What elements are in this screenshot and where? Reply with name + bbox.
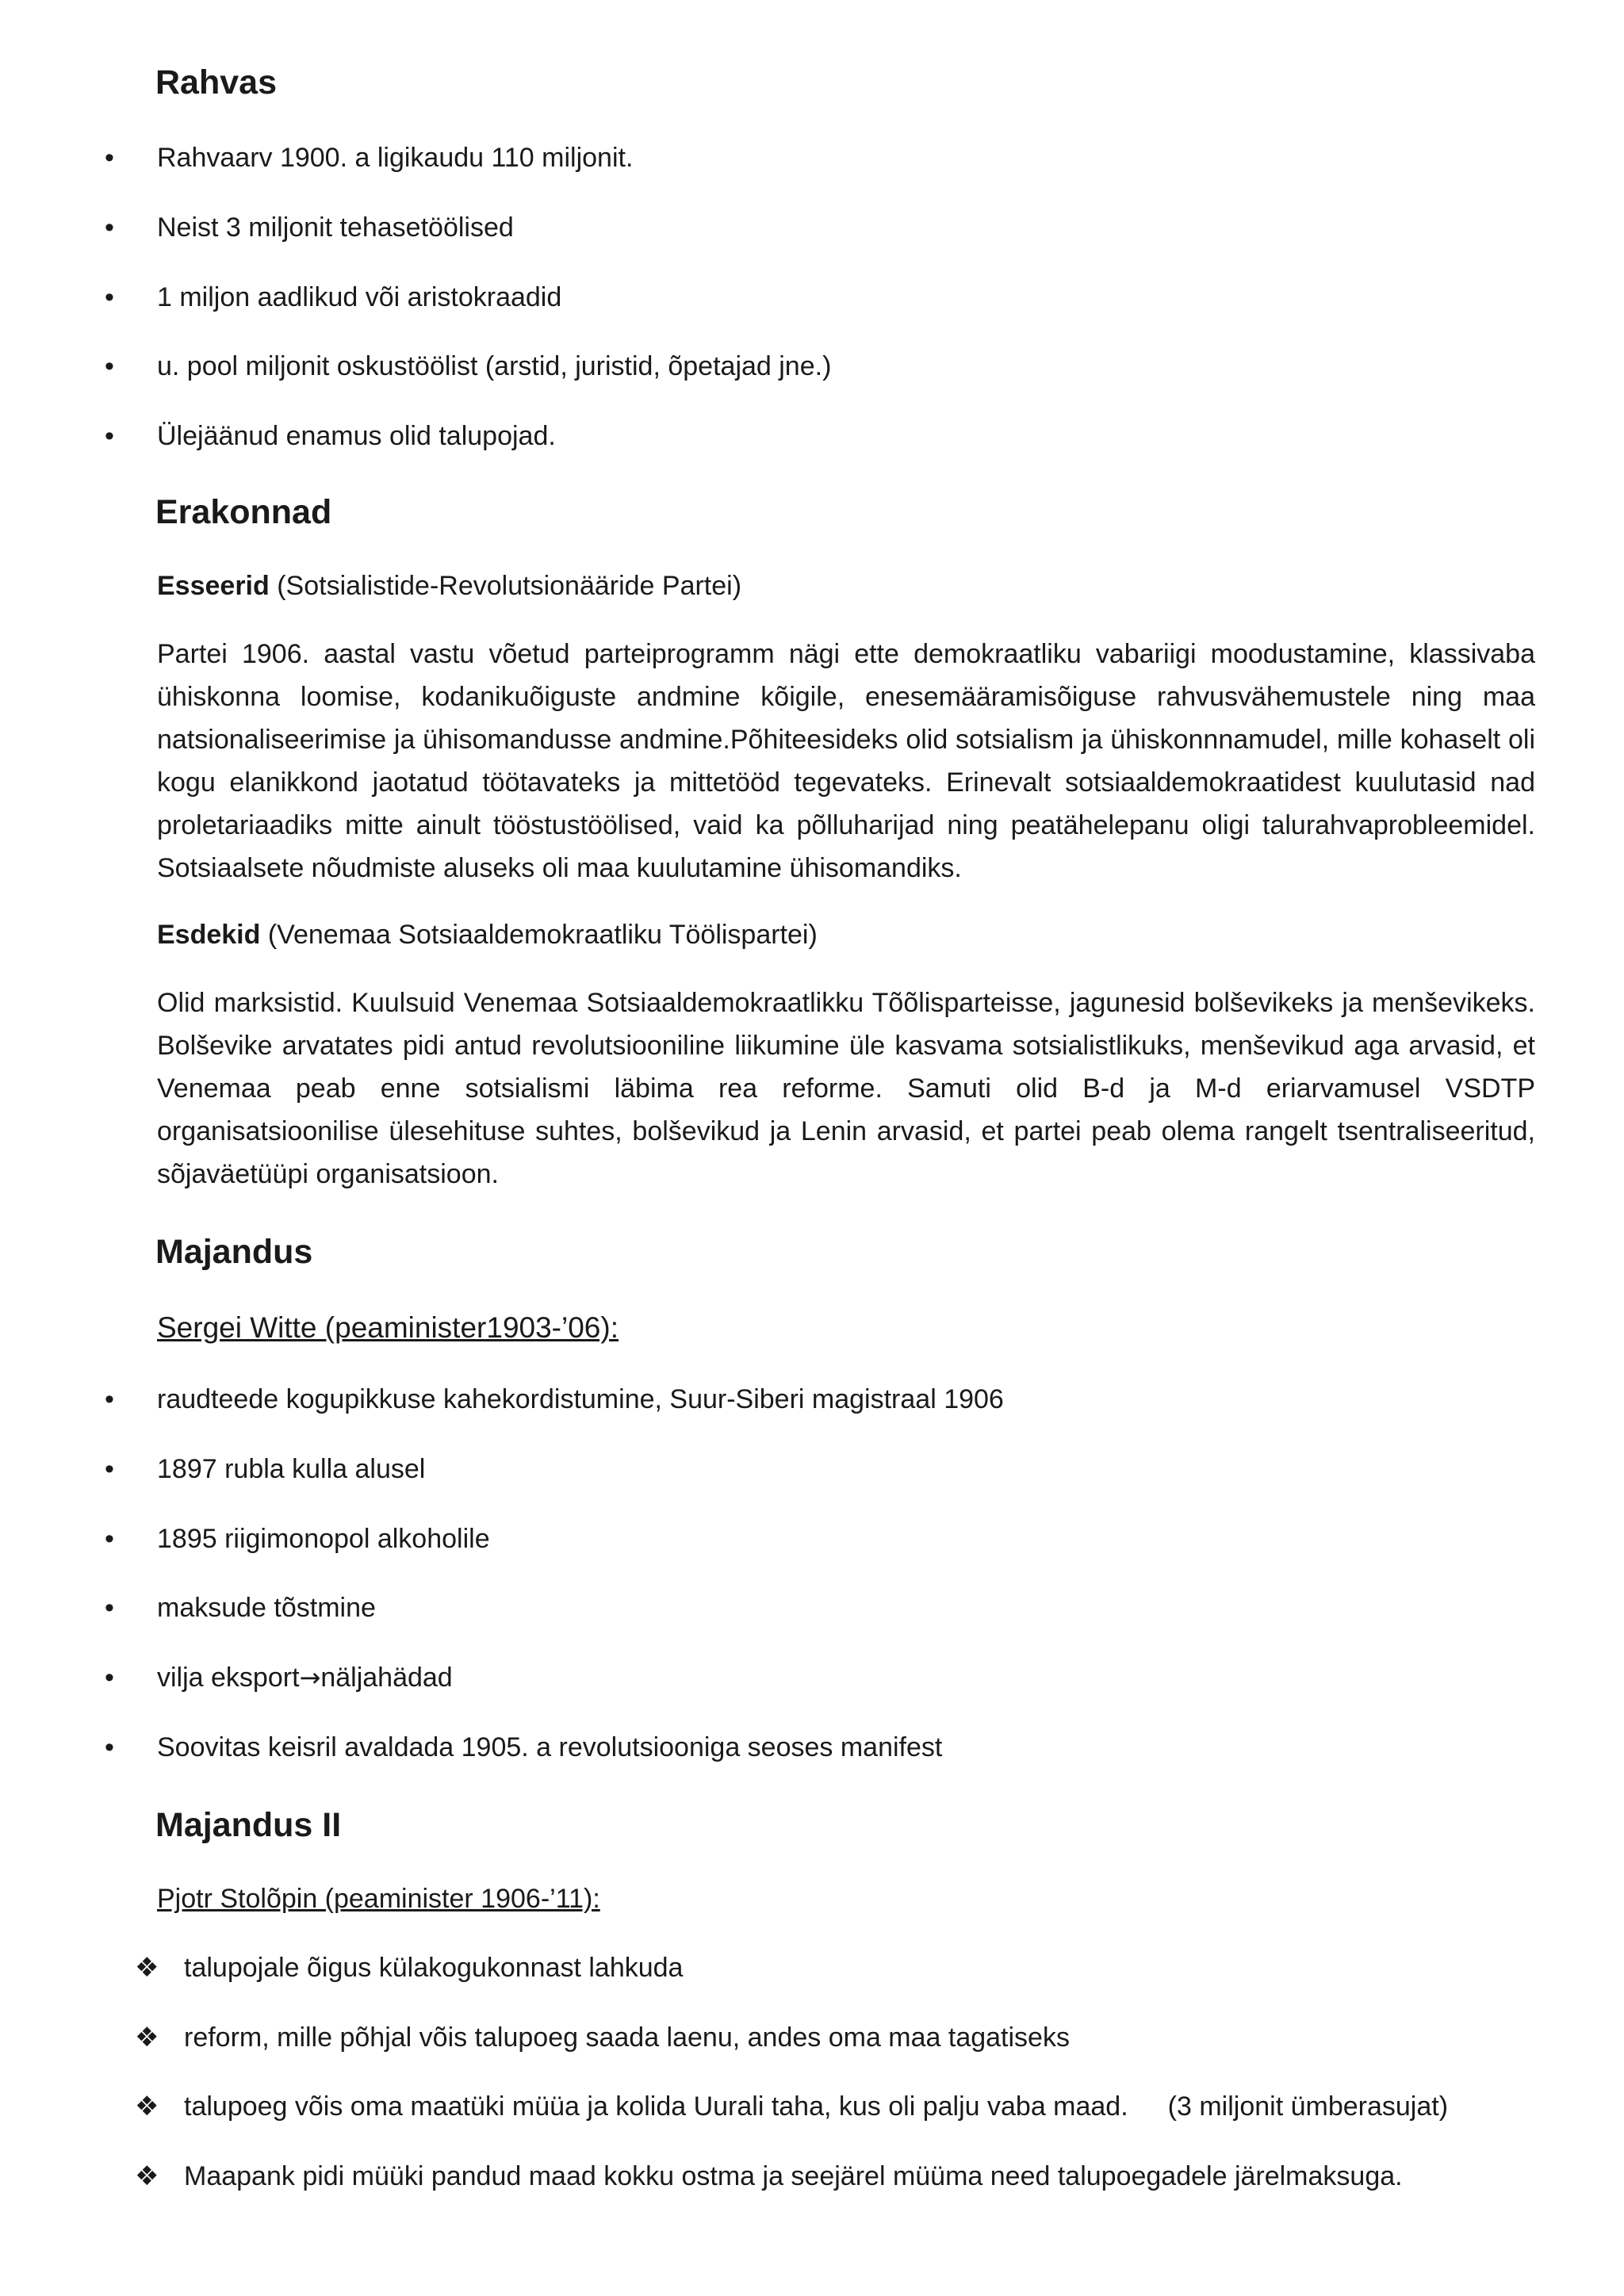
heading-majandus-ii: Majandus II — [155, 1806, 342, 1844]
list-item-text: 1 miljon aadlikud või aristokraadid — [157, 282, 562, 312]
diamond-bullet-icon: ❖ — [135, 2161, 159, 2191]
bullet-icon: • — [105, 1384, 114, 1414]
list-item-text — [184, 2088, 1448, 2125]
bullet-icon: • — [105, 1732, 114, 1762]
bullet-icon: • — [105, 143, 114, 173]
famine-text: näljahädad — [320, 1663, 453, 1693]
list-item-text: reform, mille põhjal võis talupoeg saada laenu, andes oma maa tagatiseks — [184, 2022, 1070, 2053]
item-main-text: talupoeg võis oma maatüki müüa ja kolida Uurali taha, kus oli palju vaba maad. — [184, 2091, 1128, 2122]
list-item-text — [157, 1659, 453, 1696]
list-item-text: raudteede kogupikkuse kahekordistumine, Suur-Siberi magistraal 1906 — [157, 1384, 1004, 1414]
party-heading-esseerid — [157, 568, 741, 604]
list-item-text: u. pool miljonit oskustöölist (arstid, juristid, õpetajad jne.) — [157, 351, 832, 381]
diamond-bullet-icon: ❖ — [135, 1953, 159, 1983]
diamond-bullet-icon: ❖ — [135, 2091, 159, 2122]
list-item-text: Rahvaarv 1900. a ligikaudu 110 miljonit. — [157, 143, 634, 173]
list-item-text: Soovitas keisril avaldada 1905. a revolutsiooniga seoses manifest — [157, 1732, 943, 1762]
heading-rahvas: Rahvas — [155, 63, 277, 101]
bullet-icon: • — [105, 212, 114, 243]
bullet-icon: • — [105, 1663, 114, 1693]
diamond-bullet-icon: ❖ — [135, 2022, 159, 2053]
bullet-icon: • — [105, 282, 114, 312]
bullet-icon: • — [105, 1454, 114, 1484]
heading-majandus: Majandus — [155, 1233, 313, 1271]
item-note: (3 miljonit ümberasujat) — [1167, 2091, 1449, 2122]
party-full-name: (Venemaa Sotsiaaldemokraatliku Töölispartei) — [267, 920, 818, 950]
subheading-stolopin: Pjotr Stolõpin (peaminister 1906-’11): — [157, 1884, 600, 1914]
party-name: Esseerid — [157, 571, 270, 601]
list-item-text: 1895 riigimonopol alkoholile — [157, 1524, 490, 1554]
bullet-icon: • — [105, 351, 114, 381]
list-item-text: maksude tõstmine — [157, 1593, 376, 1623]
party-full-name: (Sotsialistide-Revolutsionääride Partei) — [277, 571, 742, 601]
list-item-text: talupojale õigus külakogukonnast lahkuda — [184, 1953, 684, 1983]
bullet-icon: • — [105, 1524, 114, 1554]
bullet-icon: • — [105, 421, 114, 451]
paragraph-esseerid: Partei 1906. aastal vastu võetud parteiprogramm nägi ette demokraatliku vabariigi moodustamine, klassivaba ühiskonna loomise, kodanikuõiguste andmine kõigile, enesemääramisõiguse rahvusvähemustele ning maa natsionaliseerimise ja ühisomandusse andmine.Põhiteesideks olid sotsialism ja ühiskonnnamudel, mille kohaselt oli kogu elanikkond jaotatud töötavateks ja mittetööd tegevateks. Erinevalt sotsiaaldemokraatidest kuulutasid nad proletariaadiks mitte ainult tööstustöölised, vaid ka põlluharijad ning peatähelepanu oligi talurahvaprobleemidel. Sotsiaalsete nõudmiste aluseks oli maa kuulutamine ühisomandiks. — [157, 639, 1535, 883]
heading-erakonnad: Erakonnad — [155, 493, 332, 531]
subheading-witte: Sergei Witte (peaminister1903-’06): — [157, 1311, 619, 1344]
party-heading-esdekid — [157, 916, 818, 953]
list-item-text: Maapank pidi müüki pandud maad kokku ostma ja seejärel müüma need talupoegadele järelmaksuga. — [184, 2161, 1403, 2191]
list-item-text: 1897 rubla kulla alusel — [157, 1454, 426, 1484]
party-name: Esdekid — [157, 920, 261, 950]
bullet-icon: • — [105, 1593, 114, 1623]
paragraph-esdekid: Olid marksistid. Kuulsuid Venemaa Sotsiaaldemokraatlikku Tõõlisparteisse, jagunesid bolševikeks ja menševikeks. Bolševike arvatates pidi antud revolutsiooniline liikumine üle kasvama sotsialistlikuks, menševikud aga arvasid, et Venemaa peab enne sotsialismi läbima rea reforme. Samuti olid B-d ja M-d eriarvamusel VSDTP organisatsioonilise ülesehituse suhtes, bolševikud ja Lenin arvasid, et partei peab olema rangelt tsentraliseeritud, sõjaväetüüpi organisatsioon. — [157, 988, 1535, 1189]
list-item-text: Ülejäänud enamus olid talupojad. — [157, 421, 556, 451]
arrow-right-icon: → — [299, 1663, 321, 1693]
export-text: vilja eksport — [157, 1663, 300, 1693]
list-item-text: Neist 3 miljonit tehasetöölised — [157, 212, 514, 243]
